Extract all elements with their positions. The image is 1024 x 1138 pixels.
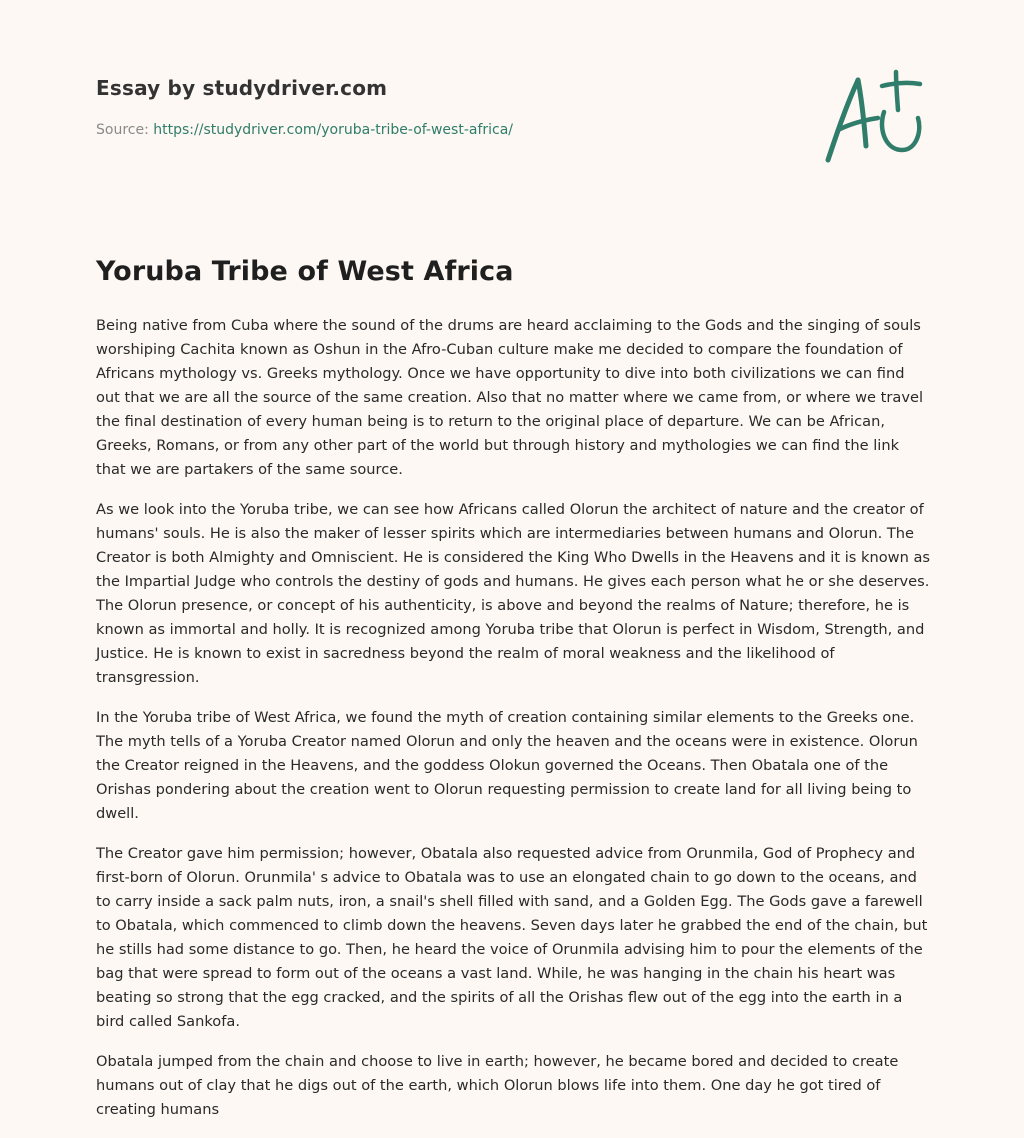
source-label: Source: bbox=[96, 122, 154, 138]
essay-title: Yoruba Tribe of West Africa bbox=[96, 256, 514, 287]
essay-paragraph: As we look into the Yoruba tribe, we can see how Africans called Olorun the architect of nature and the creator of humans' souls. He is also the maker of lesser spirits which are intermediaries between humans and Olorun. The Creator is both Almighty and Omniscient. He is considered the King Who Dwells in the Heavens and it is known as the Impartial Judge who controls the destiny of gods and humans. He gives each person what he or she deserves. The Olorun presence, or concept of his authenticity, is above and beyond the realms of Nature; therefore, he is known as immortal and holly. It is recognized among Yoruba tribe that Olorun is perfect in Wisdom, Strength, and Justice. He is known to exist in sacredness beyond the realm of moral weakness and the likelihood of transgression. bbox=[96, 501, 931, 686]
a-plus-grade-icon bbox=[818, 66, 928, 166]
source-link[interactable]: https://studydriver.com/yoruba-tribe-of-west-africa/ bbox=[153, 122, 514, 138]
source-line bbox=[96, 122, 796, 138]
essay-header bbox=[96, 76, 796, 138]
essay-paragraph: The Creator gave him permission; however, Obatala also requested advice from Orunmila, God of Prophecy and first-born of Olorun. Orunmila' s advice to Obatala was to use an elongated chain to go down to the oceans, and to carry inside a sack palm nuts, iron, a snail's shell filled with sand, and a Golden Egg. The Gods gave a farewell to Obatala, which commenced to climb down the heavens. Seven days later he grabbed the end of the chain, but he stills had some distance to go. Then, he heard the voice of Orunmila advising him to pour the elements of the bag that were spread to form out of the oceans a vast land. While, he was hanging in the chain his heart was beating so strong that the egg cracked, and the spirits of all the Orishas flew out of the egg into the earth in a bird called Sankofa. bbox=[96, 845, 928, 1030]
essay-paragraph: Obatala jumped from the chain and choose to live in earth; however, he became bored and decided to create humans out of clay that he digs out of the earth, which Olorun blows life into them. One day he got tired of creating humans bbox=[96, 1053, 899, 1118]
essay-paragraph: In the Yoruba tribe of West Africa, we found the myth of creation containing similar elements to the Greeks one. The myth tells of a Yoruba Creator named Olorun and only the heaven and the oceans were in existence. Olorun the Creator reigned in the Heavens, and the goddess Olokun governed the Oceans. Then Obatala one of the Orishas pondering about the creation went to Olorun requesting permission to create land for all living being to dwell. bbox=[96, 709, 918, 822]
essay-body bbox=[96, 314, 932, 1138]
essay-paragraph: Being native from Cuba where the sound of the drums are heard acclaiming to the Gods and the singing of souls worshiping Cachita known as Oshun in the Afro-Cuban culture make me decided to compare the foundation of Africans mythology vs. Greeks mythology. Once we have opportunity to dive into both civilizations we can find out that we are all the source of the same creation. Also that no matter where we came from, or where we travel the final destination of every human being is to return to the original place of departure. We can be African, Greeks, Romans, or from any other part of the world but through history and mythologies we can find the link that we are partakers of the same source. bbox=[96, 317, 924, 478]
brand-title: Essay by studydriver.com bbox=[96, 76, 388, 100]
